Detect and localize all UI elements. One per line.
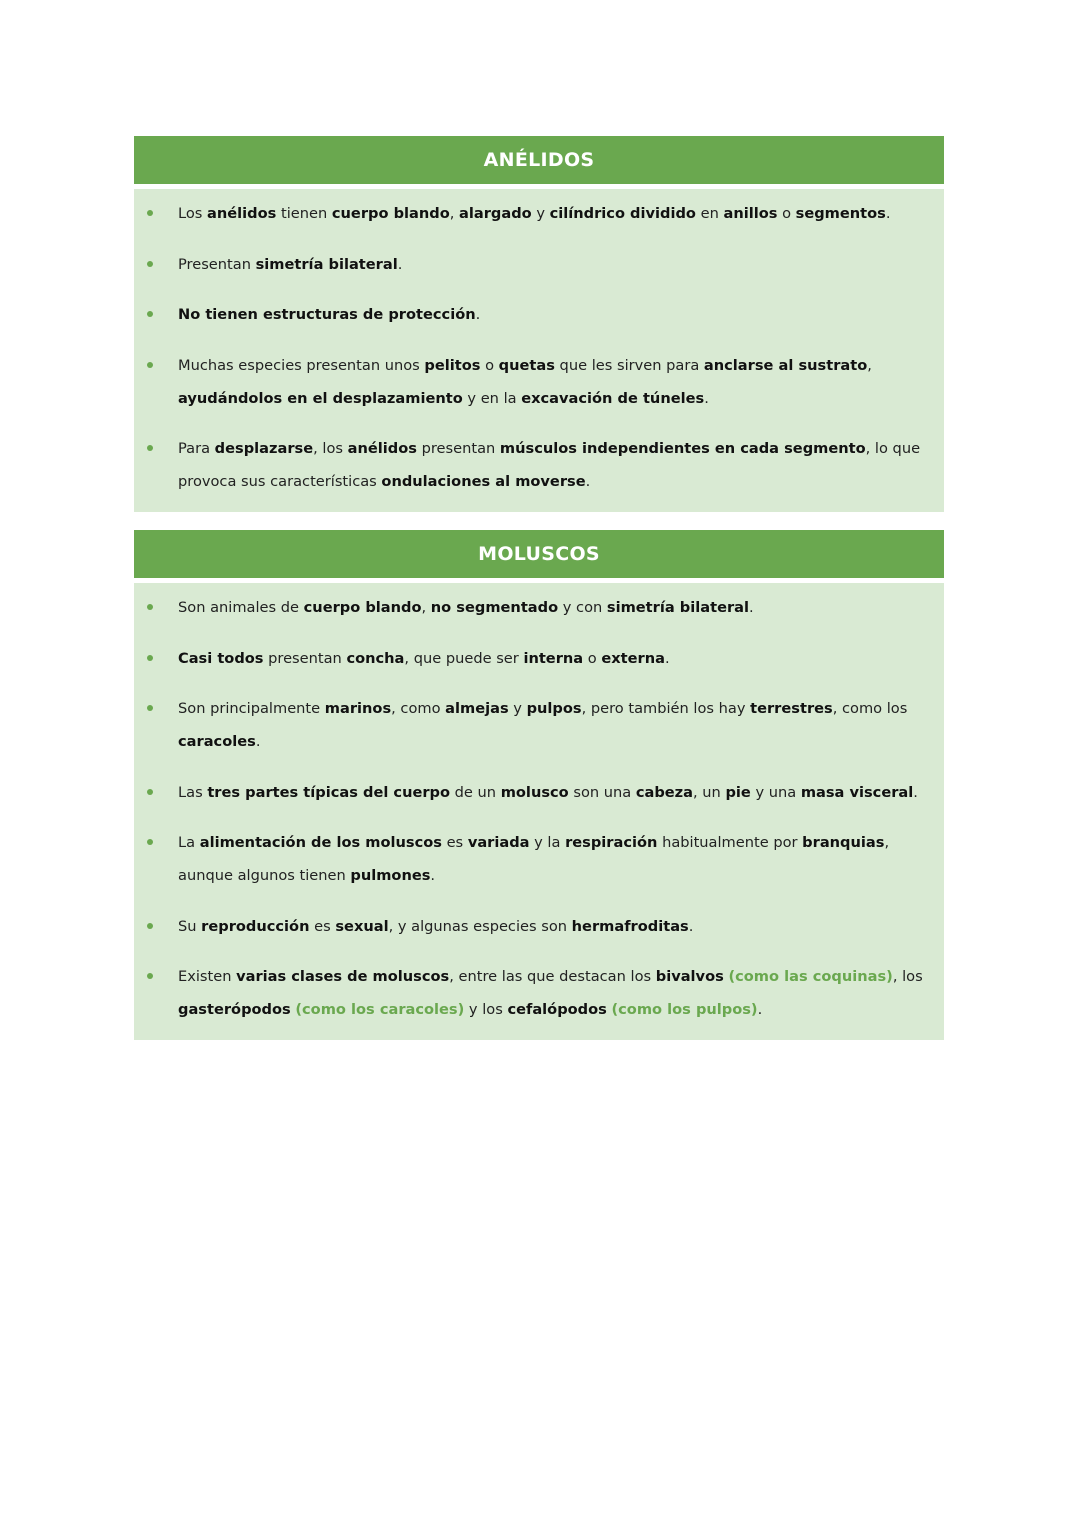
text-segment: alargado bbox=[459, 205, 532, 222]
list-item bbox=[134, 197, 944, 230]
text-segment: cilíndrico dividido bbox=[549, 205, 696, 222]
text-segment: es bbox=[441, 834, 468, 851]
text-segment: . bbox=[913, 783, 918, 801]
text-segment: , bbox=[449, 205, 460, 222]
text-segment: respiración bbox=[565, 834, 658, 851]
text-segment: músculos independientes en cada segmento bbox=[499, 440, 866, 457]
text-segment: La bbox=[178, 834, 200, 851]
text-segment: y una bbox=[750, 783, 801, 801]
text-segment: Son animales de bbox=[178, 599, 304, 616]
text-segment: hermafroditas bbox=[571, 917, 689, 935]
text-segment: (como las coquinas) bbox=[728, 968, 893, 985]
list-item bbox=[134, 826, 944, 892]
text-segment: simetría bilateral bbox=[255, 255, 398, 273]
text-segment: variada bbox=[467, 834, 530, 851]
list-item bbox=[134, 298, 944, 331]
text-segment: pulpos bbox=[526, 700, 582, 717]
list-item bbox=[134, 591, 944, 624]
text-segment: terrestres bbox=[750, 700, 833, 717]
text-segment: varias clases de moluscos bbox=[236, 968, 450, 985]
text-segment: cefalópodos bbox=[507, 1001, 607, 1018]
text-segment: externa bbox=[601, 649, 665, 667]
text-segment: Su bbox=[178, 917, 202, 935]
text-segment: y bbox=[531, 205, 550, 222]
text-segment: , como bbox=[391, 700, 446, 717]
text-segment: y con bbox=[558, 599, 607, 616]
text-segment: presentan bbox=[416, 440, 500, 457]
text-segment: , bbox=[421, 599, 431, 616]
text-segment: Los bbox=[178, 205, 208, 222]
text-segment: Muchas especies presentan unos bbox=[178, 356, 425, 374]
bullet-list bbox=[134, 197, 944, 498]
text-segment: Son principalmente bbox=[178, 700, 325, 717]
text-segment: bivalvos bbox=[655, 968, 724, 985]
text-segment: Casi todos bbox=[178, 649, 264, 667]
text-segment: , como los bbox=[832, 700, 908, 717]
text-segment: . bbox=[749, 599, 754, 616]
text-segment: , bbox=[867, 356, 872, 374]
text-segment: , los bbox=[313, 440, 348, 457]
section-moluscos bbox=[134, 530, 944, 1040]
bullet-dot-icon bbox=[147, 311, 153, 317]
text-segment: anclarse al sustrato bbox=[703, 356, 868, 374]
bullet-dot-icon bbox=[147, 655, 153, 661]
text-segment: es bbox=[309, 917, 336, 935]
text-segment: Para bbox=[178, 440, 215, 457]
text-segment: . bbox=[688, 917, 694, 935]
section-body bbox=[134, 583, 944, 1040]
text-segment: Presentan bbox=[178, 255, 256, 273]
bullet-dot-icon bbox=[147, 362, 153, 368]
list-item bbox=[134, 960, 944, 1026]
text-segment: pie bbox=[725, 783, 751, 801]
text-segment: , entre las que destacan los bbox=[449, 968, 656, 985]
list-item bbox=[134, 432, 944, 498]
text-segment: pulmones bbox=[350, 867, 431, 884]
section-title: ANÉLIDOS bbox=[134, 136, 944, 184]
text-segment: , aunque algunos tienen bbox=[178, 834, 890, 884]
text-segment: no segmentado bbox=[430, 599, 559, 616]
text-segment: concha bbox=[346, 649, 405, 667]
text-segment: y en la bbox=[462, 389, 522, 407]
text-segment: (como los pulpos) bbox=[611, 1001, 758, 1018]
text-segment: , lo que provoca sus características bbox=[178, 440, 921, 490]
text-segment: y la bbox=[529, 834, 566, 851]
text-segment: . bbox=[757, 1001, 763, 1018]
text-segment: masa visceral bbox=[800, 783, 914, 801]
text-segment: , un bbox=[693, 783, 726, 801]
text-segment: (como los caracoles) bbox=[295, 1001, 465, 1018]
text-segment: y bbox=[508, 700, 527, 717]
text-segment: desplazarse bbox=[214, 440, 314, 457]
text-segment: . bbox=[664, 649, 670, 667]
text-segment: ayudándolos en el desplazamiento bbox=[178, 389, 463, 407]
list-item bbox=[134, 910, 944, 943]
list-item bbox=[134, 248, 944, 281]
text-segment: . bbox=[255, 733, 261, 750]
bullet-dot-icon bbox=[147, 973, 153, 979]
text-segment: o bbox=[480, 356, 499, 374]
list-item bbox=[134, 692, 944, 758]
text-segment: . bbox=[475, 306, 481, 323]
text-segment: alimentación de los moluscos bbox=[199, 834, 442, 851]
text-segment: molusco bbox=[500, 783, 569, 801]
bullet-dot-icon bbox=[147, 261, 153, 267]
bullet-dot-icon bbox=[147, 789, 153, 795]
bullet-dot-icon bbox=[147, 705, 153, 711]
bullet-dot-icon bbox=[147, 210, 153, 216]
text-segment: Las bbox=[178, 783, 208, 801]
list-item bbox=[134, 349, 944, 415]
text-segment: . bbox=[704, 389, 709, 407]
text-segment: ondulaciones al moverse bbox=[381, 473, 586, 490]
text-segment: tres partes típicas del cuerpo bbox=[207, 783, 451, 801]
text-segment: segmentos bbox=[795, 205, 886, 222]
text-segment: quetas bbox=[498, 356, 555, 374]
text-segment: o bbox=[777, 205, 796, 222]
list-item bbox=[134, 776, 944, 809]
text-segment: No tienen estructuras de protección bbox=[178, 306, 476, 323]
text-segment: anélidos bbox=[347, 440, 417, 457]
text-segment: cabeza bbox=[635, 783, 694, 801]
list-item bbox=[134, 642, 944, 675]
bullet-list bbox=[134, 591, 944, 1026]
section-title: MOLUSCOS bbox=[134, 530, 944, 578]
bullet-dot-icon bbox=[147, 923, 153, 929]
text-segment: caracoles bbox=[178, 733, 256, 750]
text-segment: . bbox=[430, 867, 436, 884]
text-segment: . bbox=[885, 205, 891, 222]
text-segment: tienen bbox=[276, 205, 332, 222]
text-segment: excavación de túneles bbox=[521, 389, 705, 407]
text-segment: cuerpo blando bbox=[303, 599, 422, 616]
text-segment: en bbox=[695, 205, 724, 222]
text-segment: que les sirven para bbox=[554, 356, 704, 374]
bullet-dot-icon bbox=[147, 445, 153, 451]
text-segment: o bbox=[583, 649, 602, 667]
text-segment: reproducción bbox=[201, 917, 310, 935]
text-segment: branquias bbox=[802, 834, 885, 851]
text-segment: son una bbox=[568, 783, 636, 801]
text-segment: . bbox=[397, 255, 403, 273]
section-body bbox=[134, 189, 944, 512]
text-segment: anillos bbox=[723, 205, 778, 222]
text-segment: marinos bbox=[324, 700, 392, 717]
bullet-dot-icon bbox=[147, 604, 153, 610]
text-segment: y los bbox=[464, 1001, 508, 1018]
text-segment: , y algunas especies son bbox=[388, 917, 572, 935]
text-segment: pelitos bbox=[424, 356, 481, 374]
bullet-dot-icon bbox=[147, 839, 153, 845]
text-segment: , los bbox=[892, 968, 923, 985]
text-segment: anélidos bbox=[207, 205, 277, 222]
text-segment: de un bbox=[450, 783, 501, 801]
text-segment: , que puede ser bbox=[404, 649, 524, 667]
text-segment: cuerpo blando bbox=[331, 205, 450, 222]
text-segment: , pero también los hay bbox=[581, 700, 751, 717]
text-segment: Existen bbox=[178, 968, 237, 985]
text-segment: sexual bbox=[335, 917, 389, 935]
section-anelidos bbox=[134, 136, 944, 512]
text-segment: habitualmente por bbox=[657, 834, 803, 851]
text-segment: . bbox=[585, 473, 591, 490]
text-segment: presentan bbox=[263, 649, 347, 667]
text-segment: gasterópodos bbox=[178, 1001, 291, 1018]
text-segment: simetría bilateral bbox=[606, 599, 750, 616]
text-segment: almejas bbox=[445, 700, 509, 717]
text-segment: interna bbox=[523, 649, 584, 667]
